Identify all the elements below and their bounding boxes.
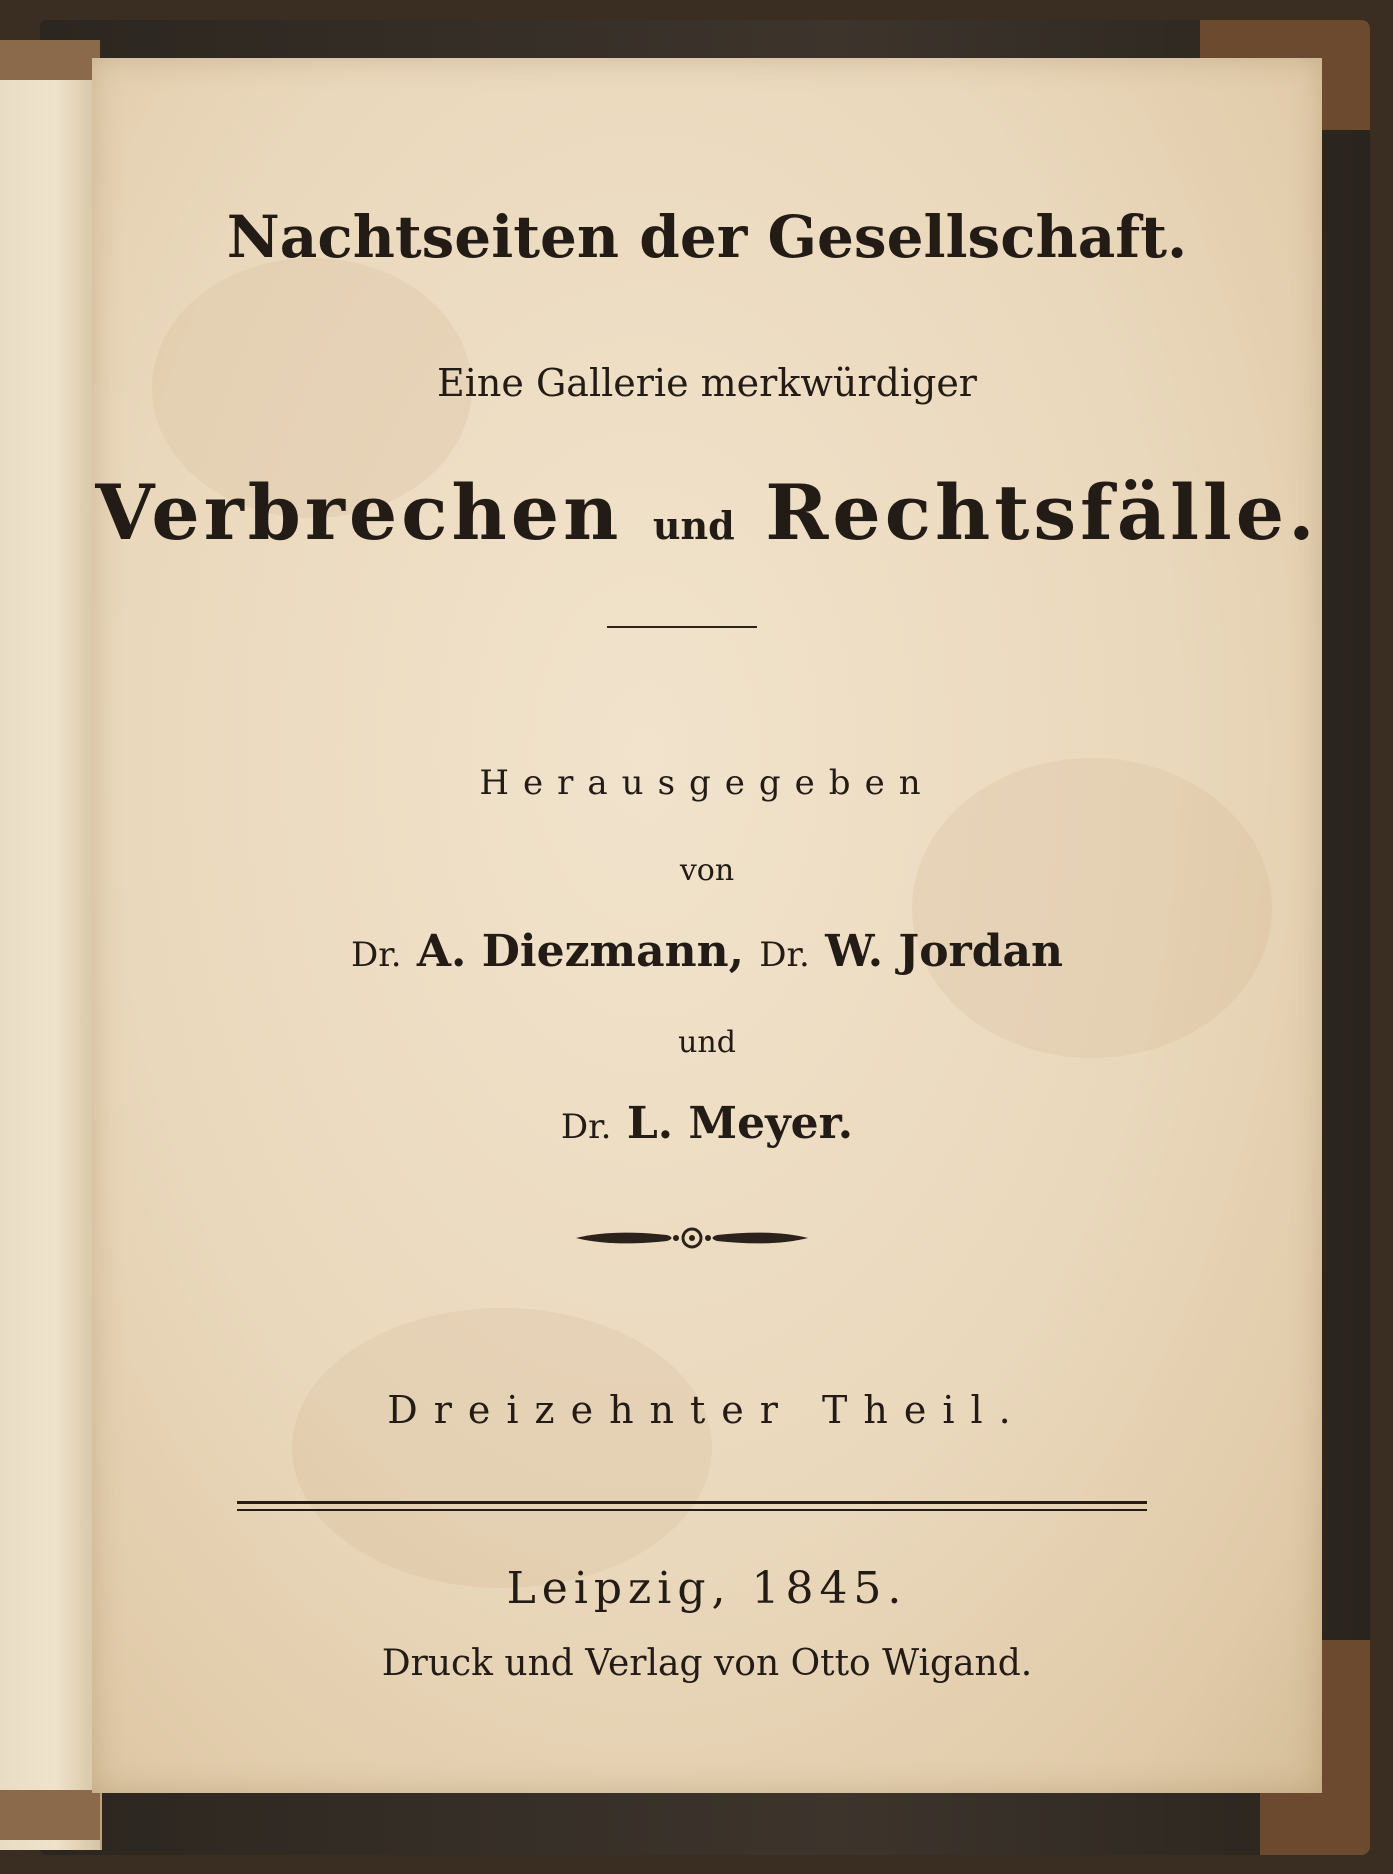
author-prefix: Dr. bbox=[351, 935, 402, 975]
editor-label: Herausgegeben bbox=[479, 763, 935, 803]
publisher-line: Druck und Verlag von Otto Wigand. bbox=[381, 1643, 1033, 1684]
volume-label: Dreizehnter Theil. bbox=[387, 1388, 1027, 1432]
and-label: und bbox=[678, 1025, 736, 1060]
place-year: Leipzig, 1845. bbox=[506, 1563, 908, 1614]
main-title-part2: Rechtsfälle. bbox=[765, 468, 1319, 557]
author-name: A. Diezmann, bbox=[416, 926, 744, 977]
spine-bottom bbox=[0, 1790, 100, 1840]
spine-top bbox=[0, 40, 100, 80]
ornament-icon bbox=[572, 1223, 812, 1253]
main-title-connector: und bbox=[652, 503, 735, 548]
facing-page-edge bbox=[0, 60, 102, 1850]
series-title: Nachtseiten der Gesellschaft. bbox=[226, 203, 1188, 271]
author-prefix: Dr. bbox=[560, 1107, 612, 1147]
author-line-last bbox=[92, 1098, 1322, 1149]
title-page bbox=[92, 58, 1322, 1793]
main-title bbox=[92, 468, 1322, 557]
authors-line bbox=[92, 926, 1322, 977]
paper-stain bbox=[912, 758, 1272, 1058]
short-divider-rule bbox=[607, 626, 757, 628]
by-label: von bbox=[679, 853, 735, 888]
double-divider-rule bbox=[237, 1501, 1147, 1511]
author-name: L. Meyer. bbox=[626, 1098, 854, 1149]
author-prefix: Dr. bbox=[759, 935, 810, 975]
paper-stain bbox=[292, 1308, 712, 1588]
author-name: W. Jordan bbox=[825, 926, 1063, 977]
main-title-part1: Verbrechen bbox=[95, 468, 623, 557]
subtitle: Eine Gallerie merkwürdiger bbox=[437, 361, 977, 405]
